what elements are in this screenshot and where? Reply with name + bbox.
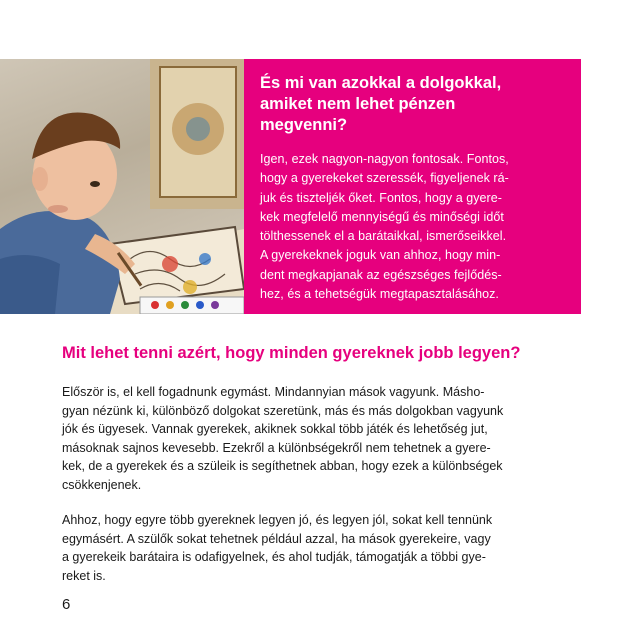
- callout-line: kek megfelelő mennyiségű és minőségi időt: [260, 209, 504, 224]
- paragraph-line: gyan nézünk ki, különböző dolgokat szeretünk, más és más dolgokban vagyunk: [62, 403, 504, 418]
- callout-line: hez, és a tehetségük megtapasztalásához.: [260, 287, 499, 302]
- paragraph-line: kek, de a gyerekek és a szüleik is segíthetnek abban, hogy ezek a különbségek: [62, 459, 503, 474]
- photo-illustration: [0, 59, 244, 314]
- body-paragraph-1: [62, 383, 582, 495]
- paragraph-line: a gyerekeik barátaira is odafigyelnek, és ahol tudják, támogatják a többi gye-: [62, 550, 486, 565]
- page-number: 6: [62, 596, 71, 613]
- paragraph-line: jók és ügyesek. Vannak gyerekek, akiknek sokkal több játék és lehetőség jut,: [62, 422, 488, 437]
- callout-line: hogy a gyerekeket szeressék, figyeljenek rá-: [260, 171, 509, 186]
- callout-body: [260, 150, 565, 304]
- callout-box: [244, 59, 581, 314]
- callout-line: dent megkapjanak az egészséges fejlődés-: [260, 267, 502, 282]
- paragraph-line: egymásért. A szülők sokat tehetnek például azzal, ha mások gyerekeire, vagy: [62, 531, 491, 546]
- callout-line: tölthessenek el a barátaikkal, ismerőseikkel.: [260, 229, 507, 244]
- boy-painting-photo: [0, 59, 244, 314]
- paragraph-line: reket is.: [62, 568, 106, 583]
- callout-line: juk és tiszteljék őket. Fontos, hogy a gyere-: [260, 190, 502, 205]
- section-heading: Mit lehet tenni azért, hogy minden gyereknek jobb legyen?: [62, 344, 521, 362]
- callout-line: Igen, ezek nagyon-nagyon fontosak. Fontos,: [260, 152, 509, 166]
- paragraph-line: másoknak sajnos kevesebb. Ezekről a különbségekről nem tehetnek a gyere-: [62, 440, 491, 455]
- paragraph-line: Ahhoz, hogy egyre több gyereknek legyen jó, és legyen jól, sokat kell tennünk: [62, 513, 493, 527]
- callout-line: A gyerekeknek joguk van ahhoz, hogy min-: [260, 248, 501, 263]
- body-paragraph-2: [62, 511, 582, 585]
- callout-title: És mi van azokkal a dolgokkal, amiket nem lehet pénzen megvenni?: [260, 74, 502, 134]
- paragraph-line: Először is, el kell fogadnunk egymást. Mindannyian mások vagyunk. Másho-: [62, 385, 485, 399]
- paragraph-line: csökkenjenek.: [62, 477, 142, 492]
